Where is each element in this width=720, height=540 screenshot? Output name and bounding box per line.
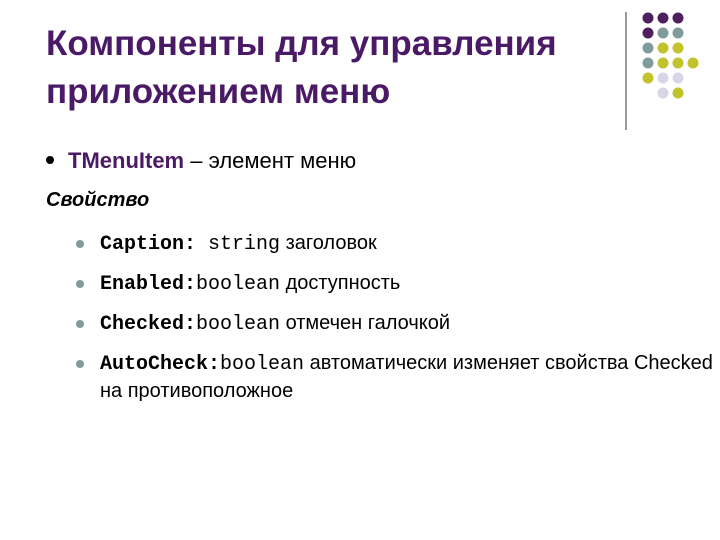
decorative-dot (673, 43, 684, 54)
decorative-dot (643, 43, 654, 54)
property-name: Checked: (100, 313, 197, 336)
property-item-autocheck (74, 350, 714, 404)
decorative-dot (658, 73, 669, 84)
decorative-dot-grid (640, 10, 720, 120)
bullet-dot-icon (46, 156, 54, 164)
property-name: Enabled: (100, 273, 197, 296)
property-item-caption (74, 230, 714, 258)
property-desc: заголовок (280, 232, 377, 254)
property-item-enabled (74, 270, 714, 298)
bullet-dot-icon (76, 240, 84, 248)
subheading: Свойство (46, 189, 150, 211)
property-type: boolean (196, 273, 281, 296)
title-divider (625, 12, 627, 130)
property-type: boolean (220, 353, 305, 376)
main-bullet-term: TMenuItem (68, 148, 185, 173)
bullet-dot-icon (76, 360, 84, 368)
property-desc: отмечен галочкой (280, 312, 451, 334)
decorative-dot (658, 58, 669, 69)
bullet-dot-icon (76, 280, 84, 288)
decorative-dot (673, 58, 684, 69)
property-name: Caption: (100, 233, 197, 256)
property-list (74, 230, 714, 416)
decorative-dot (658, 13, 669, 24)
property-type: string (196, 233, 281, 256)
slide-title: Компоненты для управления приложением меню (46, 24, 557, 111)
decorative-dot (658, 28, 669, 39)
decorative-dot (673, 73, 684, 84)
bullet-dot-icon (76, 320, 84, 328)
main-bullet-text: – элемент меню (184, 148, 357, 173)
decorative-dot (643, 58, 654, 69)
decorative-dot (673, 13, 684, 24)
property-desc: автоматически изменяет свойства Checked на противоположное (100, 352, 713, 402)
decorative-dot (643, 28, 654, 39)
dot-grid-graphic (640, 10, 720, 120)
decorative-dot (658, 88, 669, 99)
property-desc: доступность (280, 272, 401, 294)
decorative-dot (643, 13, 654, 24)
decorative-dot (658, 43, 669, 54)
property-item-checked (74, 310, 714, 338)
decorative-dot (643, 73, 654, 84)
decorative-dot (673, 28, 684, 39)
property-name: AutoCheck: (100, 353, 221, 376)
property-type: boolean (196, 313, 281, 336)
decorative-dot (688, 58, 699, 69)
decorative-dot (673, 88, 684, 99)
main-bullet (46, 148, 356, 174)
